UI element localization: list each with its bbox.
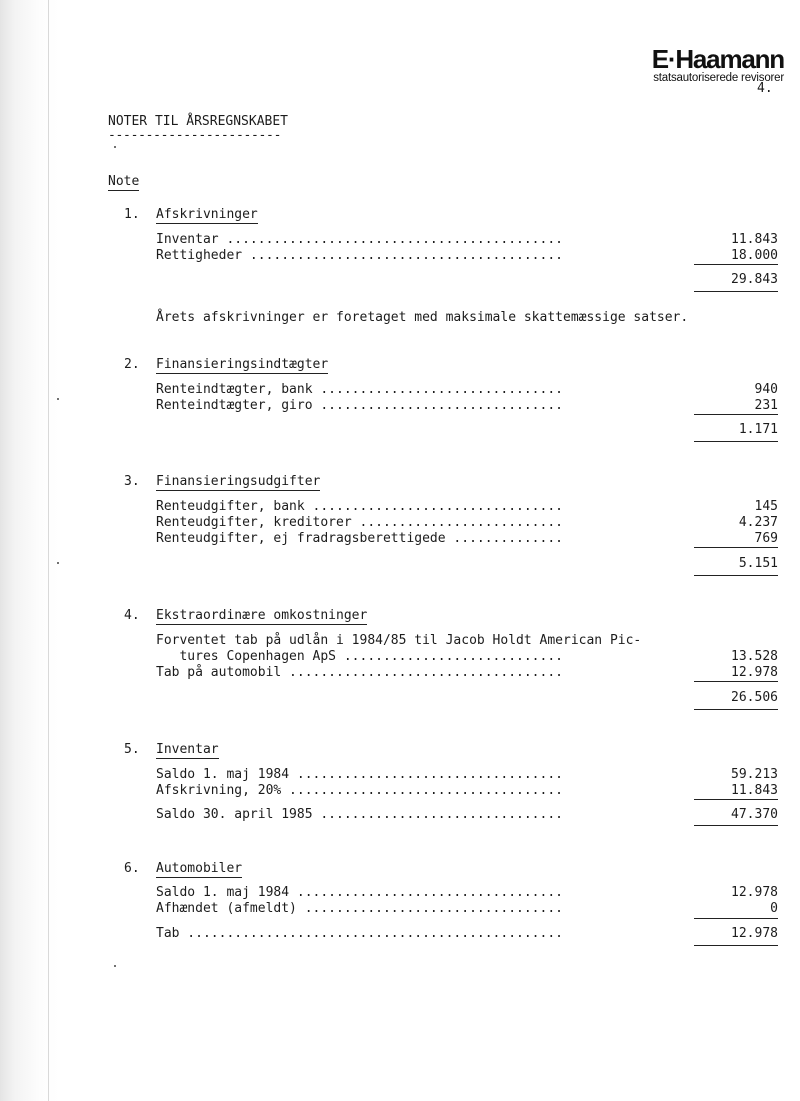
line-value: 11.843 bbox=[731, 232, 778, 247]
ledger-line bbox=[156, 767, 778, 783]
speck bbox=[57, 562, 59, 564]
ledger-line bbox=[156, 783, 778, 799]
note-number: 1. bbox=[124, 207, 140, 222]
note-heading: Finansieringsudgifter bbox=[156, 474, 321, 489]
speck bbox=[114, 965, 116, 967]
subtotal-rule bbox=[694, 681, 778, 682]
note-heading: Automobiler bbox=[156, 861, 243, 876]
ledger-line bbox=[156, 515, 778, 531]
line-label: Saldo 30. april 1985 ............................... bbox=[156, 807, 563, 822]
ledger-line bbox=[156, 807, 778, 823]
note-number: 6. bbox=[124, 861, 140, 876]
line-value: 4.237 bbox=[738, 515, 778, 530]
subtotal-rule bbox=[694, 918, 778, 919]
total-rule bbox=[694, 441, 778, 442]
ledger-line bbox=[156, 926, 778, 942]
line-label: Rettigheder ........................................ bbox=[156, 248, 563, 263]
line-value: 59.213 bbox=[731, 767, 778, 782]
ledger-line bbox=[156, 665, 778, 681]
note-heading: Afskrivninger bbox=[156, 207, 258, 222]
subtotal-rule bbox=[694, 264, 778, 265]
note-total: 5.151 bbox=[738, 556, 778, 571]
ledger-line bbox=[156, 382, 778, 398]
note-number: 5. bbox=[124, 742, 140, 757]
note-column-header: Note bbox=[108, 174, 140, 189]
ledger-line bbox=[156, 398, 778, 414]
note-number: 3. bbox=[124, 474, 140, 489]
total-rule bbox=[694, 945, 778, 946]
line-value: 12.978 bbox=[731, 926, 778, 941]
ledger-line bbox=[156, 232, 778, 248]
note-heading: Ekstraordinære omkostninger bbox=[156, 608, 368, 623]
note-total: 1.171 bbox=[738, 422, 778, 437]
note-total: 26.506 bbox=[731, 690, 778, 705]
line-label: Inventar ........................................... bbox=[156, 232, 563, 247]
ledger-line bbox=[156, 531, 778, 547]
ledger-line bbox=[156, 499, 778, 515]
line-label: Renteudgifter, kreditorer .......................... bbox=[156, 515, 563, 530]
page-number: 4. bbox=[757, 81, 773, 96]
note-number: 2. bbox=[124, 357, 140, 372]
line-value: 11.843 bbox=[731, 783, 778, 798]
subtotal-rule bbox=[694, 799, 778, 800]
line-label: Saldo 1. maj 1984 .................................. bbox=[156, 767, 563, 782]
line-value: 47.370 bbox=[731, 807, 778, 822]
title-underline: ----------------------- bbox=[108, 128, 282, 143]
line-label: Saldo 1. maj 1984 .................................. bbox=[156, 885, 563, 900]
page-edge-line bbox=[48, 0, 49, 1101]
speck bbox=[114, 146, 116, 148]
firm-subtitle: statsautoriserede revisorer bbox=[653, 72, 784, 84]
letterhead-logo bbox=[652, 46, 784, 85]
line-label: tures Copenhagen ApS ............................ bbox=[156, 649, 563, 664]
total-rule bbox=[694, 825, 778, 826]
line-label: Renteudgifter, ej fradragsberettigede .............. bbox=[156, 531, 563, 546]
note-intro-text: Forventet tab på udlån i 1984/85 til Jacob Holdt American Pic- bbox=[156, 633, 642, 648]
document-title: NOTER TIL ÅRSREGNSKABET bbox=[108, 114, 289, 129]
note-heading: Finansieringsindtægter bbox=[156, 357, 329, 372]
line-value: 145 bbox=[754, 499, 778, 514]
line-label: Tab på automobil ................................... bbox=[156, 665, 563, 680]
note-heading: Inventar bbox=[156, 742, 219, 757]
note-number: 4. bbox=[124, 608, 140, 623]
total-rule bbox=[694, 575, 778, 576]
ledger-line bbox=[156, 649, 778, 665]
ledger-line bbox=[156, 901, 778, 917]
ledger-line bbox=[156, 885, 778, 901]
line-value: 231 bbox=[754, 398, 778, 413]
line-value: 0 bbox=[770, 901, 778, 916]
line-value: 12.978 bbox=[731, 885, 778, 900]
line-label: Tab ................................................ bbox=[156, 926, 563, 941]
line-value: 940 bbox=[754, 382, 778, 397]
line-value: 769 bbox=[754, 531, 778, 546]
line-label: Renteindtægter, giro ............................... bbox=[156, 398, 563, 413]
subtotal-rule bbox=[694, 414, 778, 415]
speck bbox=[57, 398, 59, 400]
firm-name: E·Haamann bbox=[651, 44, 784, 74]
total-rule bbox=[694, 291, 778, 292]
line-value: 18.000 bbox=[731, 248, 778, 263]
line-label: Afskrivning, 20% ................................... bbox=[156, 783, 563, 798]
line-label: Renteindtægter, bank ............................... bbox=[156, 382, 563, 397]
line-label: Renteudgifter, bank ................................ bbox=[156, 499, 563, 514]
note-total: 29.843 bbox=[731, 272, 778, 287]
subtotal-rule bbox=[694, 547, 778, 548]
ledger-line bbox=[156, 248, 778, 264]
total-rule bbox=[694, 709, 778, 710]
line-value: 12.978 bbox=[731, 665, 778, 680]
line-label: Afhændet (afmeldt) ................................. bbox=[156, 901, 563, 916]
line-value: 13.528 bbox=[731, 649, 778, 664]
note-remark: Årets afskrivninger er foretaget med maksimale skattemæssige satser. bbox=[156, 310, 689, 325]
